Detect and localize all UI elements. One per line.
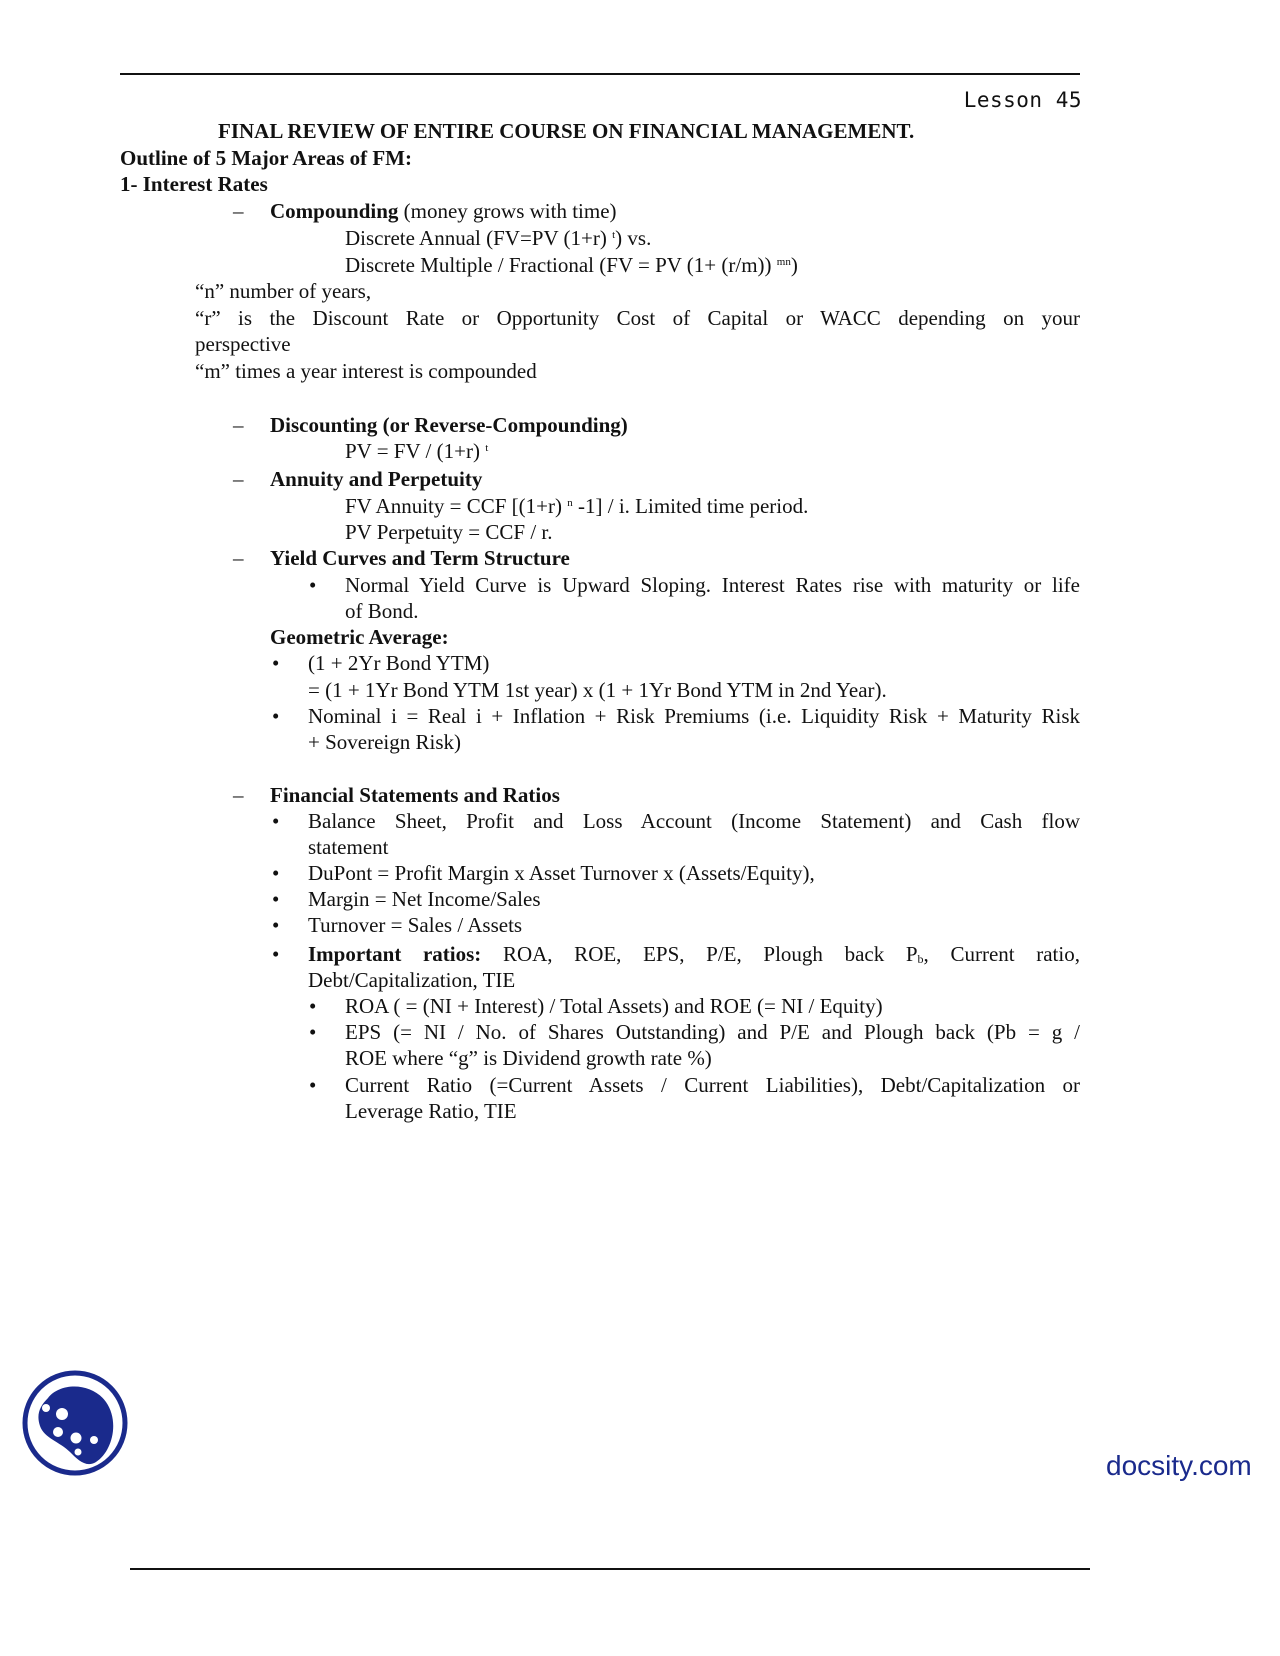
lesson-number: Lesson 45 <box>963 88 1082 112</box>
definition-r-continued: perspective <box>195 332 291 356</box>
formula-text: -1] / i. Limited time period. <box>572 494 809 518</box>
turnover-formula: Turnover = Sales / Assets <box>308 913 523 937</box>
formula-superscript: t <box>485 442 489 454</box>
yield-curves-term: Yield Curves and Term Structure <box>270 546 570 570</box>
definition-r: “r” is the Discount Rate or Opportunity Cost of Capital or WACC depending on your <box>195 306 1080 330</box>
docsity-brand-text[interactable]: docsity.com <box>1106 1450 1252 1481</box>
formula-text: ) <box>790 253 798 277</box>
dash-marker: – <box>233 413 244 437</box>
bullet-marker: • <box>272 887 280 911</box>
geometric-item2-line1: Nominal i = Real i + Inflation + Risk Premiums (i.e. Liquidity Risk + Maturity Risk <box>308 704 1080 728</box>
dash-marker: – <box>233 783 244 807</box>
bullet-marker: • <box>272 809 280 833</box>
important-ratios-text: ROA, ROE, EPS, P/E, Plough back P <box>481 942 918 966</box>
bottom-rule <box>130 1568 1090 1570</box>
page-title: FINAL REVIEW OF ENTIRE COURSE ON FINANCIAL MANAGEMENT. <box>218 119 915 143</box>
compounding-multiple-formula <box>345 252 798 278</box>
fv-annuity-formula <box>345 493 808 519</box>
eps-definition-line2: ROE where “g” is Dividend growth rate %) <box>345 1046 712 1070</box>
compounding-item <box>270 198 617 224</box>
compounding-annual-formula <box>345 225 651 251</box>
formula-superscript: n <box>567 497 573 509</box>
discounting-term: Discounting (or Reverse-Compounding) <box>270 413 628 437</box>
compounding-term: Compounding <box>270 199 399 223</box>
formula-text: ) vs. <box>615 226 652 250</box>
balance-sheet-line2: statement <box>308 835 389 859</box>
geometric-item1-line1: (1 + 2Yr Bond YTM) <box>308 651 490 675</box>
dupont-formula: DuPont = Profit Margin x Asset Turnover x (Assets/Equity), <box>308 861 815 885</box>
geometric-average-heading: Geometric Average: <box>270 625 449 649</box>
important-ratios-text: , Current ratio, <box>923 942 1080 966</box>
bullet-marker: • <box>272 651 280 675</box>
section-heading-interest-rates: 1- Interest Rates <box>120 172 268 196</box>
bullet-marker: • <box>309 1073 317 1097</box>
formula-text: Discrete Multiple / Fractional (FV = PV (1+ (r/m)) <box>345 253 777 277</box>
roa-roe-definition: ROA ( = (NI + Interest) / Total Assets) and ROE (= NI / Equity) <box>345 994 883 1018</box>
discounting-formula <box>345 438 488 464</box>
bullet-marker: • <box>272 861 280 885</box>
geometric-item1-line2: = (1 + 1Yr Bond YTM 1st year) x (1 + 1Yr Bond YTM in 2nd Year). <box>308 678 887 702</box>
dash-marker: – <box>233 199 244 223</box>
formula-superscript: t <box>612 229 616 241</box>
important-ratios-line2: Debt/Capitalization, TIE <box>308 968 516 992</box>
normal-yield-curve-line2: of Bond. <box>345 599 419 623</box>
annuity-term: Annuity and Perpetuity <box>270 467 483 491</box>
normal-yield-curve-line1: Normal Yield Curve is Upward Sloping. Interest Rates rise with maturity or life <box>345 573 1080 597</box>
balance-sheet-line1: Balance Sheet, Profit and Loss Account (Income Statement) and Cash flow <box>308 809 1080 833</box>
financial-statements-term: Financial Statements and Ratios <box>270 783 560 807</box>
bullet-marker: • <box>309 573 317 597</box>
important-ratios-label: Important ratios: <box>308 942 482 966</box>
pv-perpetuity-formula: PV Perpetuity = CCF / r. <box>345 520 553 544</box>
geometric-item2-line2: + Sovereign Risk) <box>308 730 461 754</box>
margin-formula: Margin = Net Income/Sales <box>308 887 541 911</box>
eps-definition-line1: EPS (= NI / No. of Shares Outstanding) and P/E and Plough back (Pb = g / <box>345 1020 1080 1044</box>
important-ratios-line1 <box>308 941 1080 967</box>
bullet-marker: • <box>309 994 317 1018</box>
dash-marker: – <box>233 546 244 570</box>
bullet-marker: • <box>272 942 280 966</box>
definition-n: “n” number of years, <box>195 279 372 303</box>
definition-m: “m” times a year interest is compounded <box>195 359 537 383</box>
bullet-marker: • <box>309 1020 317 1044</box>
formula-text: FV Annuity = CCF [(1+r) <box>345 494 568 518</box>
dash-marker: – <box>233 467 244 491</box>
docsity-logo-icon <box>20 1368 130 1478</box>
current-ratio-line2: Leverage Ratio, TIE <box>345 1099 517 1123</box>
current-ratio-line1: Current Ratio (=Current Assets / Current Liabilities), Debt/Capitalization or <box>345 1073 1080 1097</box>
formula-superscript: mn <box>776 256 791 268</box>
formula-text: PV = FV / (1+r) <box>345 439 486 463</box>
bullet-marker: • <box>272 704 280 728</box>
bullet-marker: • <box>272 913 280 937</box>
important-ratios-subscript: b <box>917 952 924 966</box>
outline-heading: Outline of 5 Major Areas of FM: <box>120 146 413 170</box>
formula-text: Discrete Annual (FV=PV (1+r) <box>345 226 613 250</box>
compounding-desc: (money grows with time) <box>398 199 617 223</box>
top-rule <box>120 73 1080 75</box>
